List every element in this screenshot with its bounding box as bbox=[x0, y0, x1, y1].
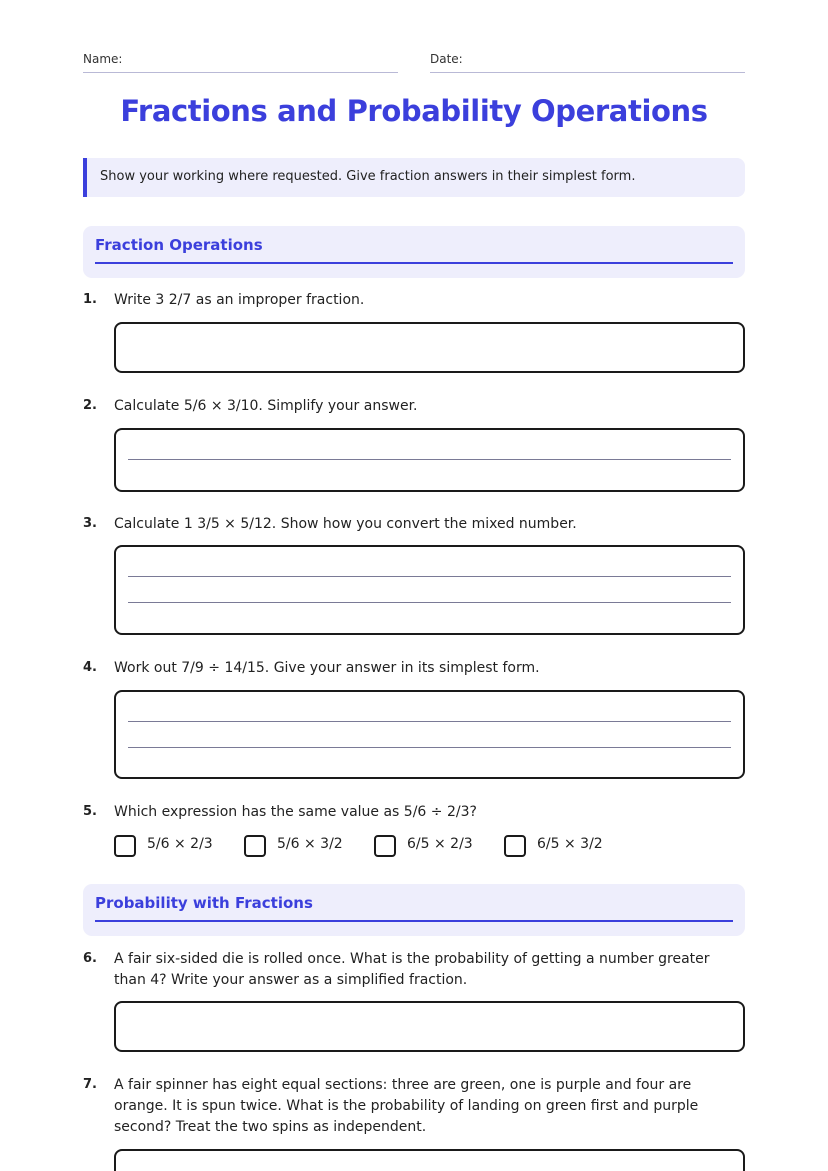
question-text: Write 3 2/7 as an improper fraction. bbox=[114, 292, 365, 308]
writing-line bbox=[128, 459, 731, 460]
answer-box-q2[interactable] bbox=[114, 428, 745, 492]
name-label: Name: bbox=[83, 52, 123, 66]
answer-box-q4[interactable] bbox=[114, 690, 745, 779]
writing-line bbox=[128, 721, 731, 722]
section-fraction-operations bbox=[83, 226, 745, 278]
page-title: Fractions and Probability Operations bbox=[120, 94, 708, 128]
answer-box-q1[interactable] bbox=[114, 322, 745, 373]
option-label: 6/5 × 2/3 bbox=[407, 836, 473, 852]
question-text: Which expression has the same value as 5/6 ÷ 2/3? bbox=[114, 804, 477, 820]
option-label: 5/6 × 2/3 bbox=[147, 836, 213, 852]
section-rule bbox=[95, 920, 733, 922]
date-label: Date: bbox=[430, 52, 463, 66]
section-title: Probability with Fractions bbox=[95, 894, 313, 912]
checkbox[interactable] bbox=[244, 835, 266, 857]
writing-line bbox=[128, 747, 731, 748]
checkbox[interactable] bbox=[374, 835, 396, 857]
question-number: 1. bbox=[83, 292, 97, 307]
section-probability bbox=[83, 884, 745, 936]
answer-box-q3[interactable] bbox=[114, 545, 745, 635]
answer-box-q6[interactable] bbox=[114, 1001, 745, 1052]
question-number: 6. bbox=[83, 951, 97, 966]
checkbox[interactable] bbox=[504, 835, 526, 857]
question-number: 3. bbox=[83, 516, 97, 531]
instructions-callout bbox=[83, 158, 745, 197]
question-text: Calculate 5/6 × 3/10. Simplify your answer. bbox=[114, 398, 418, 414]
checkbox[interactable] bbox=[114, 835, 136, 857]
name-field[interactable] bbox=[83, 52, 398, 73]
question-text: A fair six-sided die is rolled once. What is the probability of getting a number greater than 4? Write your answer as a simplified fraction. bbox=[114, 951, 710, 988]
writing-line bbox=[128, 602, 731, 603]
section-rule bbox=[95, 262, 733, 264]
option-label: 5/6 × 3/2 bbox=[277, 836, 343, 852]
question-text: Calculate 1 3/5 × 5/12. Show how you convert the mixed number. bbox=[114, 516, 577, 532]
question-text: A fair spinner has eight equal sections: three are green, one is purple and four are orange. It is spun twice. What is the probability of landing on green first and purple second? Treat the two spins as independent. bbox=[114, 1077, 699, 1135]
question-number: 4. bbox=[83, 660, 97, 675]
section-title: Fraction Operations bbox=[95, 236, 263, 254]
question-number: 2. bbox=[83, 398, 97, 413]
instructions-text: Show your working where requested. Give fraction answers in their simplest form. bbox=[100, 169, 636, 184]
answer-box-q7[interactable] bbox=[114, 1149, 745, 1171]
date-field[interactable] bbox=[430, 52, 745, 73]
writing-line bbox=[128, 576, 731, 577]
question-text: Work out 7/9 ÷ 14/15. Give your answer in its simplest form. bbox=[114, 660, 540, 676]
option-label: 6/5 × 3/2 bbox=[537, 836, 603, 852]
question-number: 5. bbox=[83, 804, 97, 819]
question-number: 7. bbox=[83, 1077, 97, 1092]
